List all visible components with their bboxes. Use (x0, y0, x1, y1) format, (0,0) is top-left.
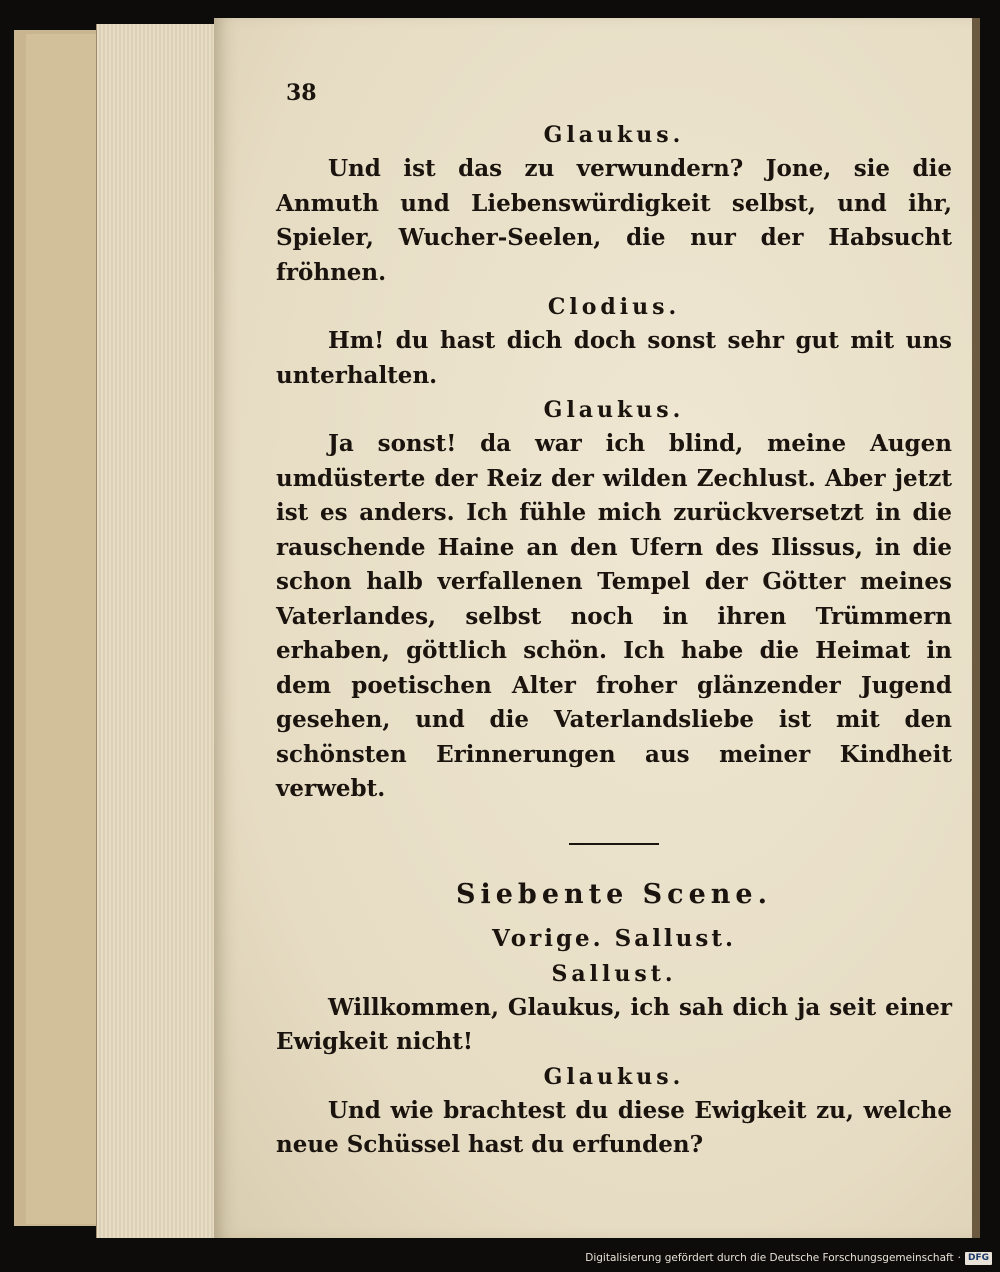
stage-direction: Vorige. Sallust. (492, 924, 736, 952)
dfg-logo-icon: DFG (965, 1252, 992, 1265)
page-edge-shadow (972, 18, 980, 1238)
digitization-credit (585, 1250, 992, 1266)
speaker-name: Glaukus. (543, 122, 685, 148)
page-number: 38 (286, 80, 317, 106)
header-spacer (276, 78, 952, 118)
speaker-name: Glaukus. (543, 397, 685, 423)
book-board (26, 34, 96, 1224)
footer-separator: · (957, 1252, 961, 1264)
footer-text: Digitalisierung gefördert durch die Deutsche Forschungsgemeinschaft (585, 1252, 954, 1264)
dialogue-paragraph: Willkommen, Glaukus, ich sah dich ja seit einer Ewigkeit nicht! (276, 993, 952, 1055)
dialogue-paragraph: Und ist das zu verwundern? Jone, sie die Anmuth und Liebenswürdigkeit selbst, und ihr, Spieler, Wucher-Seelen, die nur der Habsucht fröhnen. (276, 155, 952, 286)
dialogue-paragraph: Und wie brachtest du diese Ewigkeit zu, welche neue Schüssel hast du erfunden? (276, 1096, 952, 1158)
scene-title: Siebente Scene. (456, 878, 772, 910)
speaker-name: Glaukus. (543, 1063, 685, 1090)
spacer (276, 807, 952, 843)
page-stack-edge (96, 24, 227, 1238)
speaker-name: Sallust. (551, 960, 677, 987)
speaker-name: Clodius. (547, 294, 681, 320)
dialogue-paragraph: Hm! du hast dich doch sonst sehr gut mit uns unterhalten. (276, 327, 952, 389)
spacer (276, 845, 952, 875)
dialogue-paragraph: Ja sonst! da war ich blind, meine Augen umdüsterte der Reiz der wilden Zechlust. Aber jetzt ist es anders. Ich fühle mich zurückversetzt in die rauschende Haine an den Ufern des Ilissus, in die schon halb verfallenen Tempel der Götter meines Vaterlandes, selbst noch in ihren Trümmern erhaben, göttlich schön. Ich habe die Heimat in dem poetischen Alter froher glänzender Jugend gesehen, und die Vaterlandsliebe ist mit den schönsten Erinnerungen aus meiner Kindheit verwebt. (276, 430, 952, 802)
page-text (276, 78, 952, 1163)
